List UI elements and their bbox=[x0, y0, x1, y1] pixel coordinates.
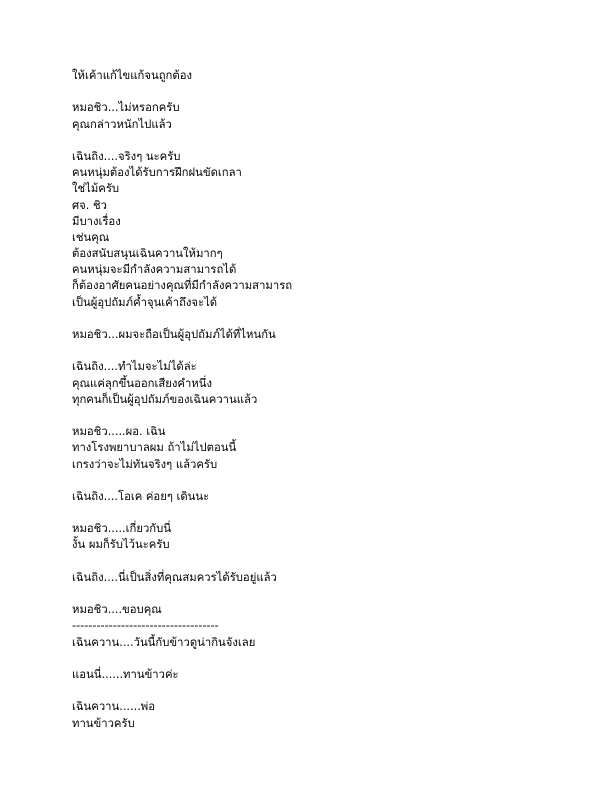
paragraph-gap bbox=[72, 586, 572, 602]
paragraph-gap bbox=[72, 408, 572, 424]
text-line: ทางโรงพยาบาลผม ถ้าไม่ไปตอนนี้ bbox=[72, 441, 237, 455]
paragraph bbox=[72, 424, 572, 473]
text-line: เฉินถิง....นี่เป็นสิ่งที่คุณสมควรได้รับอยู่แล้ว bbox=[72, 570, 277, 584]
separator-line: ------------------------------------ bbox=[72, 619, 219, 633]
text-line: ก็ต้องอาศัยคนอย่างคุณที่มีกำลังความสามารถ bbox=[72, 279, 293, 293]
text-line: ให้เค้าแก้ไขแก้จนถูกต้อง bbox=[72, 69, 193, 82]
paragraph bbox=[72, 570, 572, 586]
paragraph bbox=[72, 359, 572, 408]
paragraph bbox=[72, 667, 572, 683]
paragraph bbox=[72, 602, 572, 651]
text-line: คุณแค่ลุกขึ้นออกเสียงคำหนึ่ง bbox=[72, 376, 212, 390]
text-line: คนหนุ่มจะมีกำลังความสามารถได้ bbox=[72, 263, 237, 277]
paragraph-gap bbox=[72, 133, 572, 149]
text-line: เฉินควาน....วันนี้กับข้าวดูน่ากินจังเลย bbox=[72, 635, 256, 649]
text-line: เฉินถิง....ทำไมจะไม่ได้ล่ะ bbox=[72, 360, 197, 374]
text-line: ทุกคนก็เป็นผู้อุปถัมภ์ของเฉินควานแล้ว bbox=[72, 392, 258, 406]
document-body bbox=[72, 68, 572, 732]
text-line: หมอชิว.....เกี่ยวกับนี่ bbox=[72, 522, 172, 536]
text-line: ศจ. ชิว bbox=[72, 198, 107, 212]
text-line: เป็นผู้อุปถัมภ์ค้ำจุนเค้าถึงจะได้ bbox=[72, 295, 218, 309]
paragraph bbox=[72, 68, 572, 84]
text-line: เฉินถิง....โอเค ค่อยๆ เดินนะ bbox=[72, 489, 210, 503]
paragraph bbox=[72, 149, 572, 311]
paragraph-gap bbox=[72, 505, 572, 521]
paragraph-gap bbox=[72, 683, 572, 699]
text-line: หมอชิว...ผมจะถือเป็นผู้อุปถัมภ์ได้ที่ไหนกัน bbox=[72, 328, 276, 341]
text-line: เช่นคุณ bbox=[72, 230, 110, 244]
text-line: เฉินถิง....จริงๆ นะครับ bbox=[72, 149, 181, 163]
paragraph-gap bbox=[72, 473, 572, 489]
paragraph-gap bbox=[72, 311, 572, 327]
text-line: ทานข้าวครับ bbox=[72, 716, 135, 730]
paragraph-gap bbox=[72, 343, 572, 359]
paragraph bbox=[72, 699, 572, 731]
text-line: คนหนุ่มต้องได้รับการฝึกฝนขัดเกลา bbox=[72, 166, 242, 180]
paragraph bbox=[72, 327, 572, 343]
paragraph bbox=[72, 489, 572, 505]
text-line: มีบางเรื่อง bbox=[72, 214, 121, 228]
paragraph bbox=[72, 100, 572, 132]
paragraph-gap bbox=[72, 554, 572, 570]
paragraph-gap bbox=[72, 84, 572, 100]
text-line: เฉินควาน......พ่อ bbox=[72, 700, 156, 714]
text-line: แอนนี่......ทานข้าวค่ะ bbox=[72, 667, 179, 681]
paragraph-gap bbox=[72, 651, 572, 667]
text-line: งั้น ผมก็รับไว้นะครับ bbox=[72, 538, 170, 552]
text-line: หมอชิว.....ผอ. เฉิน bbox=[72, 425, 166, 439]
text-line: คุณกล่าวหนักไปแล้ว bbox=[72, 117, 172, 131]
text-line: ต้องสนับสนุนเฉินควานให้มากๆ bbox=[72, 247, 223, 261]
text-line: หมอชิว....ขอบคุณ bbox=[72, 603, 162, 617]
paragraph bbox=[72, 521, 572, 553]
text-line: เกรงว่าจะไม่ทันจริงๆ แล้วครับ bbox=[72, 457, 218, 471]
text-line: ใช่ไม้ครับ bbox=[72, 182, 120, 196]
text-line: หมอชิว...ไม่หรอกครับ bbox=[72, 101, 180, 115]
